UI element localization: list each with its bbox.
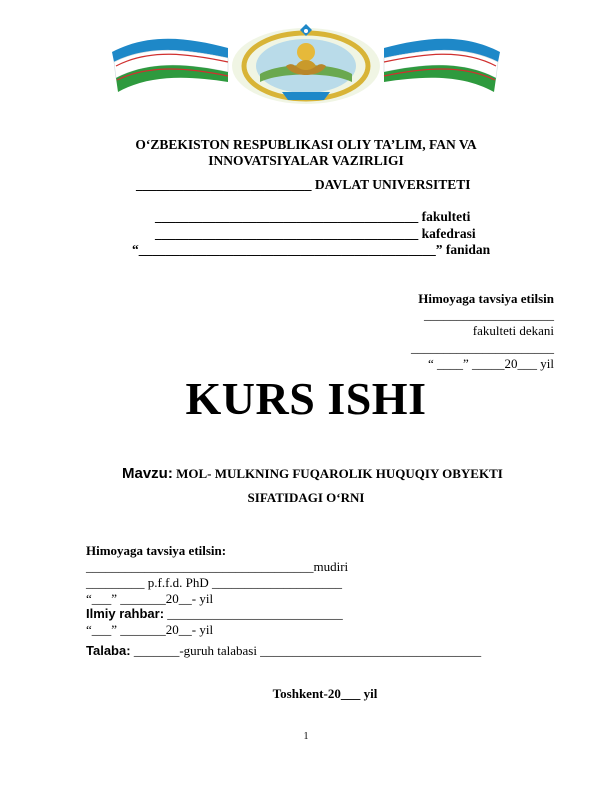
- topic-line: [122, 465, 503, 482]
- state-emblem-banner: [110, 22, 502, 104]
- degree-line: _________ p.f.f.d. PhD ____________________: [86, 575, 343, 590]
- defense-date-2: “___” _______20__- yil: [86, 622, 214, 637]
- approval-dean-label: fakulteti dekani: [472, 323, 554, 338]
- ministry-line-1: O‘ZBEKISTON RESPUBLIKASI OLIY TA’LIM, FAN VA: [135, 137, 477, 152]
- ministry-heading: [0, 137, 612, 169]
- document-title: KURS ISHI: [185, 373, 427, 424]
- supervisor-line: [86, 606, 343, 622]
- page-number: 1: [303, 731, 309, 742]
- ministry-line-2: INNOVATSIYALAR VAZIRLIGI: [208, 153, 404, 168]
- approval-name-line: ______________________: [411, 340, 554, 355]
- supervisor-blank: ___________________________: [164, 606, 343, 621]
- approval-signature-line: ____________________: [424, 307, 554, 322]
- student-label: Talaba:: [86, 643, 131, 658]
- supervisor-label: Ilmiy rahbar:: [86, 606, 165, 621]
- faculty-line: _______________________________________ fakulteti: [155, 209, 471, 224]
- topic-label: Mavzu:: [122, 465, 173, 482]
- approval-date: “ ____” _____20___ yil: [427, 356, 554, 371]
- department-line: _______________________________________ kafedrasi: [155, 226, 476, 241]
- subject-line: “____________________________________________” fanidan: [132, 242, 491, 257]
- defense-date-1: “___” _______20__- yil: [86, 591, 214, 606]
- student-blank: _______-guruh talabasi __________________________________: [130, 643, 482, 658]
- student-line: [86, 643, 481, 659]
- topic-text-2: SIFATIDAGI O‘RNI: [247, 490, 365, 505]
- topic-text-1: MOL- MULKNING FUQAROLIK HUQUQIY OBYEKTI: [176, 466, 503, 481]
- city-year: Toshkent-20___ yil: [272, 686, 378, 701]
- university-line: __________________________ DAVLAT UNIVERSITETI: [136, 177, 471, 192]
- department-head-line: ___________________________________mudiri: [86, 559, 349, 574]
- defense-heading: Himoyaga tavsiya etilsin:: [86, 543, 227, 558]
- approval-heading: Himoyaga tavsiya etilsin: [418, 291, 554, 306]
